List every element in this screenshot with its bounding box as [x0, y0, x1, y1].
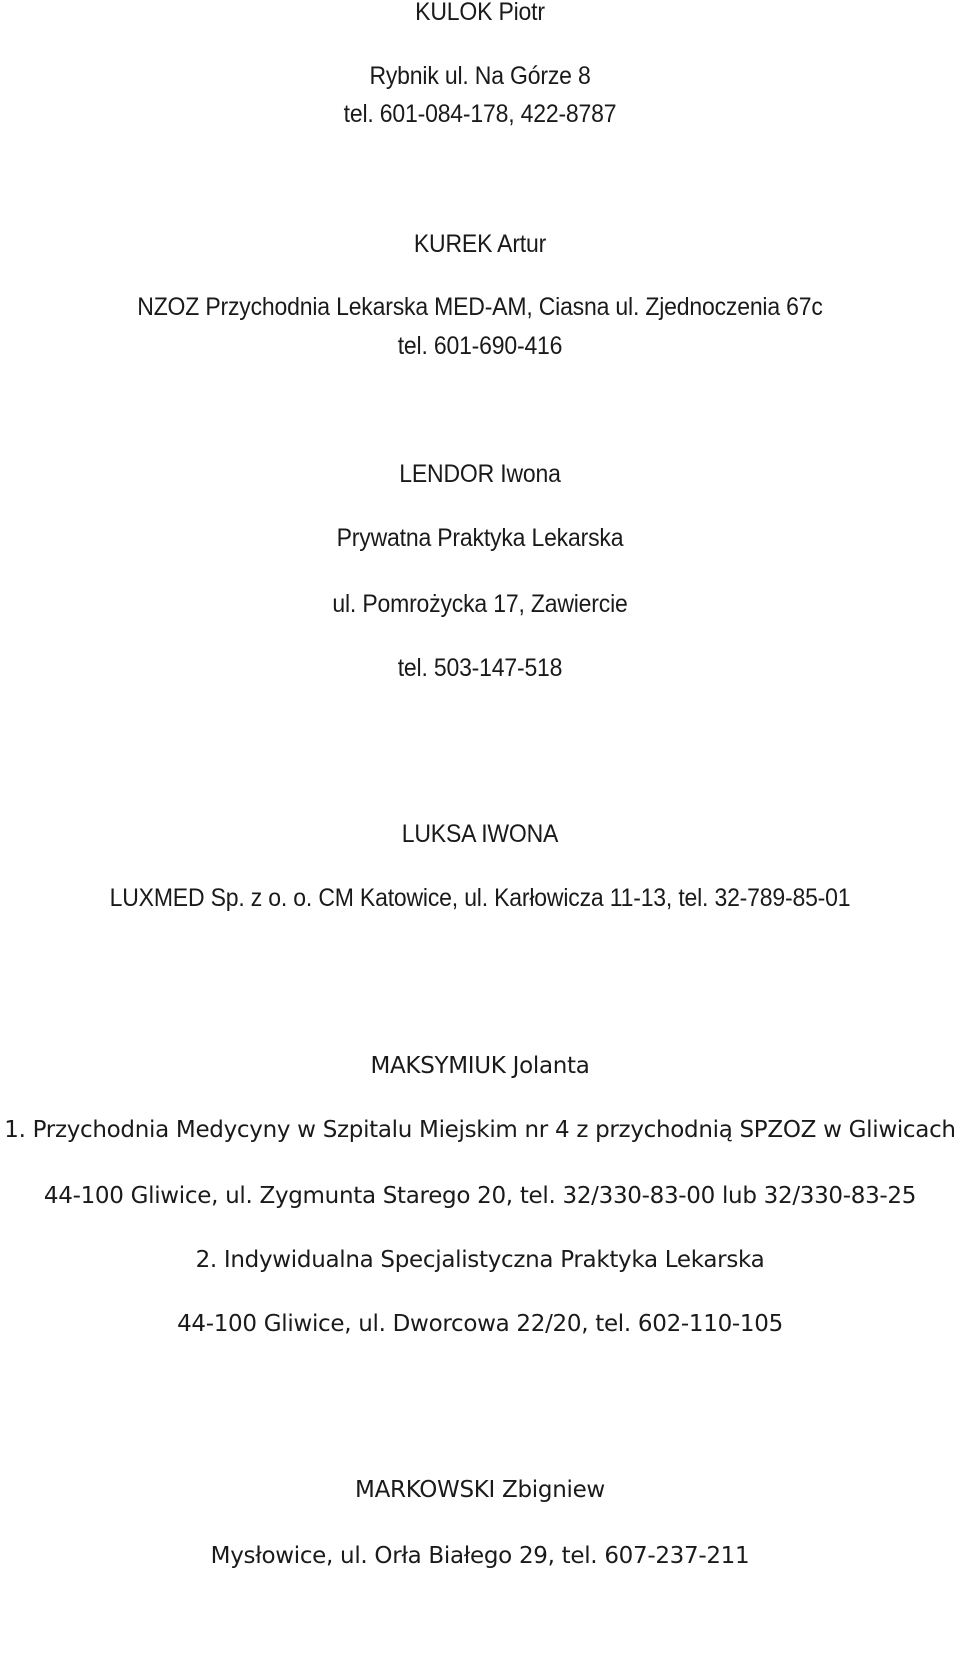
doctor-name: MAKSYMIUK Jolanta — [370, 1053, 590, 1079]
doctor-name: MARKOWSKI Zbigniew — [355, 1477, 605, 1503]
address-line: 44-100 Gliwice, ul. Zygmunta Starego 20, tel. 32/330-83-00 lub 32/330-83-25 — [43, 1183, 917, 1209]
phone-line: tel. 601-690-416 — [397, 332, 563, 360]
doctor-name: KUREK Artur — [413, 230, 547, 258]
address-line: 44-100 Gliwice, ul. Dworcowa 22/20, tel. 602-110-105 — [177, 1311, 783, 1337]
practice-line: Prywatna Praktyka Lekarska — [336, 524, 624, 552]
doctor-name: LUKSA IWONA — [401, 820, 559, 848]
phone-line: tel. 601-084-178, 422-8787 — [343, 100, 617, 128]
address-line: ul. Pomrożycka 17, Zawiercie — [332, 590, 628, 618]
doctor-name: LENDOR Iwona — [399, 460, 561, 488]
practice-line: 1. Przychodnia Medycyny w Szpitalu Miejskim nr 4 z przychodnią SPZOZ w Gliwicach — [4, 1117, 956, 1143]
address-line: LUXMED Sp. z o. o. CM Katowice, ul. Karłowicza 11-13, tel. 32-789-85-01 — [109, 884, 851, 912]
address-line: NZOZ Przychodnia Lekarska MED-AM, Ciasna ul. Zjednoczenia 67c — [137, 293, 823, 321]
address-line: Mysłowice, ul. Orła Białego 29, tel. 607-237-211 — [210, 1543, 750, 1569]
address-line: Rybnik ul. Na Górze 8 — [369, 62, 591, 90]
practice-line: 2. Indywidualna Specjalistyczna Praktyka Lekarska — [195, 1247, 765, 1273]
doctor-name: KULOK Piotr — [415, 0, 545, 26]
phone-line: tel. 503-147-518 — [397, 654, 563, 682]
